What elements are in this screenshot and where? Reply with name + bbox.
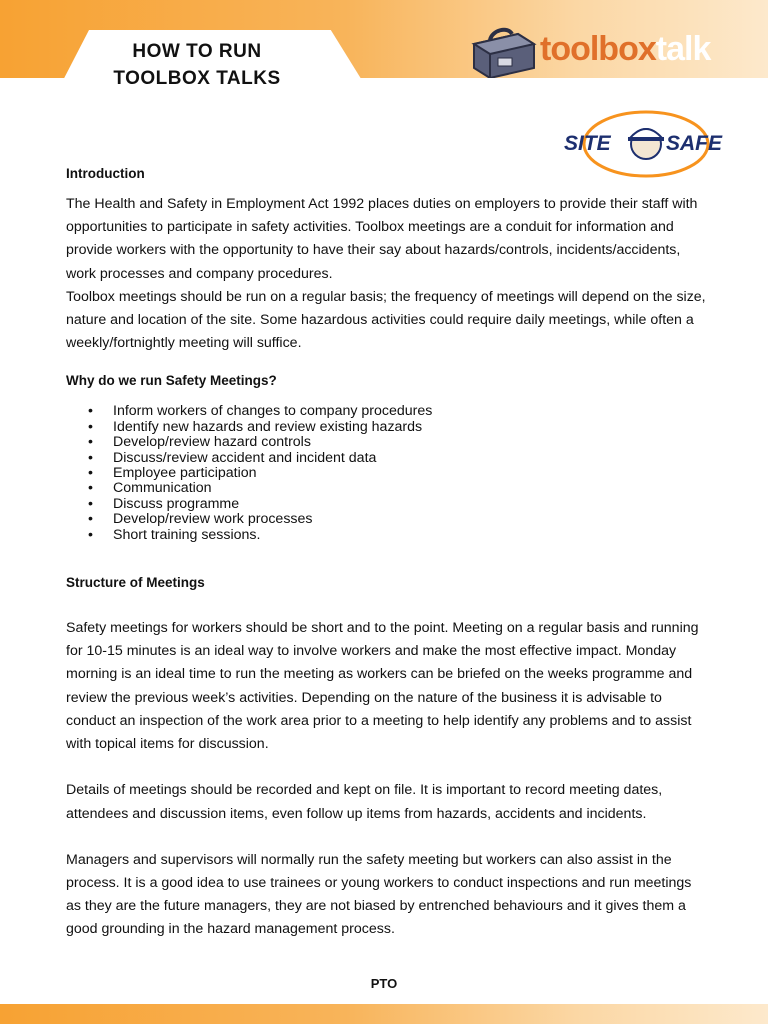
structure-paragraph-3: Managers and supervisors will normally run the safety meeting but workers can also assist in the process. It is a good idea to use trainees or young workers to conduct inspections and run meetings as they are the future managers, they are not biased by entrenched behaviours and it gives them a good grounding in the hazard management process. [66,851,692,938]
list-item: • Communication [66,481,706,496]
structure-paragraph-1: Safety meetings for workers should be short and to the point. Meeting on a regular basis and running for 10-15 minutes is an ideal way to involve workers and make the most effective impact. Monday morning is an ideal time to run the meeting as workers can be briefed on the weeks programme and review the previous week’s activities. Depending on the nature of the business it is advisable to conduct an inspection of the work area prior to a meeting to help identify any problems and to assist with topical items for discussion. [66,620,699,753]
list-item: • Develop/review work processes [66,512,706,527]
site-safe-right-text: SAFE [666,132,723,155]
list-item: • Identify new hazards and review existing hazards [66,420,706,435]
list-item: • Employee participation [66,466,706,481]
why-list [66,404,706,543]
structure-heading: Structure of Meetings [66,575,205,591]
brand-part-1: toolbox [540,30,656,68]
pto-label: PTO [370,976,398,991]
list-item: • Discuss programme [66,497,706,512]
brand-part-2: talk [655,30,711,68]
intro-paragraph-2: Toolbox meetings should be run on a regular basis; the frequency of meetings will depend on the size, nature and location of the site. Some hazardous activities could require daily meetings, while often a weekly/fortnightly meeting will suffice. [66,288,706,352]
site-safe-left-text: SITE [564,132,611,155]
list-item: • Discuss/review accident and incident data [66,451,706,466]
page-title [72,38,322,92]
list-item: • Inform workers of changes to company procedures [66,404,706,419]
document-body [66,164,706,942]
title-line-2: TOOLBOX TALKS [113,68,281,89]
structure-paragraph-2: Details of meetings should be recorded and kept on file. It is important to record meeting dates, attendees and discussion items, even follow up items from hazards, accidents and incidents. [66,782,663,822]
intro-paragraph-1: The Health and Safety in Employment Act 1992 places duties on employers to provide their staff with opportunities to participate in safety activities. Toolbox meetings are a conduit for information and provide workers with the opportunity to have their say about hazards/controls, incidents/accidents, work processes and company procedures. [66,196,698,282]
intro-heading: Introduction [66,166,145,181]
list-item: • Develop/review hazard controls [66,435,706,450]
list-item: • Short training sessions. [66,528,706,543]
footer-band [0,1004,768,1024]
title-line-1: HOW TO RUN [132,41,262,62]
toolbox-talk-logo [540,30,710,69]
why-heading: Why do we run Safety Meetings? [66,373,277,389]
